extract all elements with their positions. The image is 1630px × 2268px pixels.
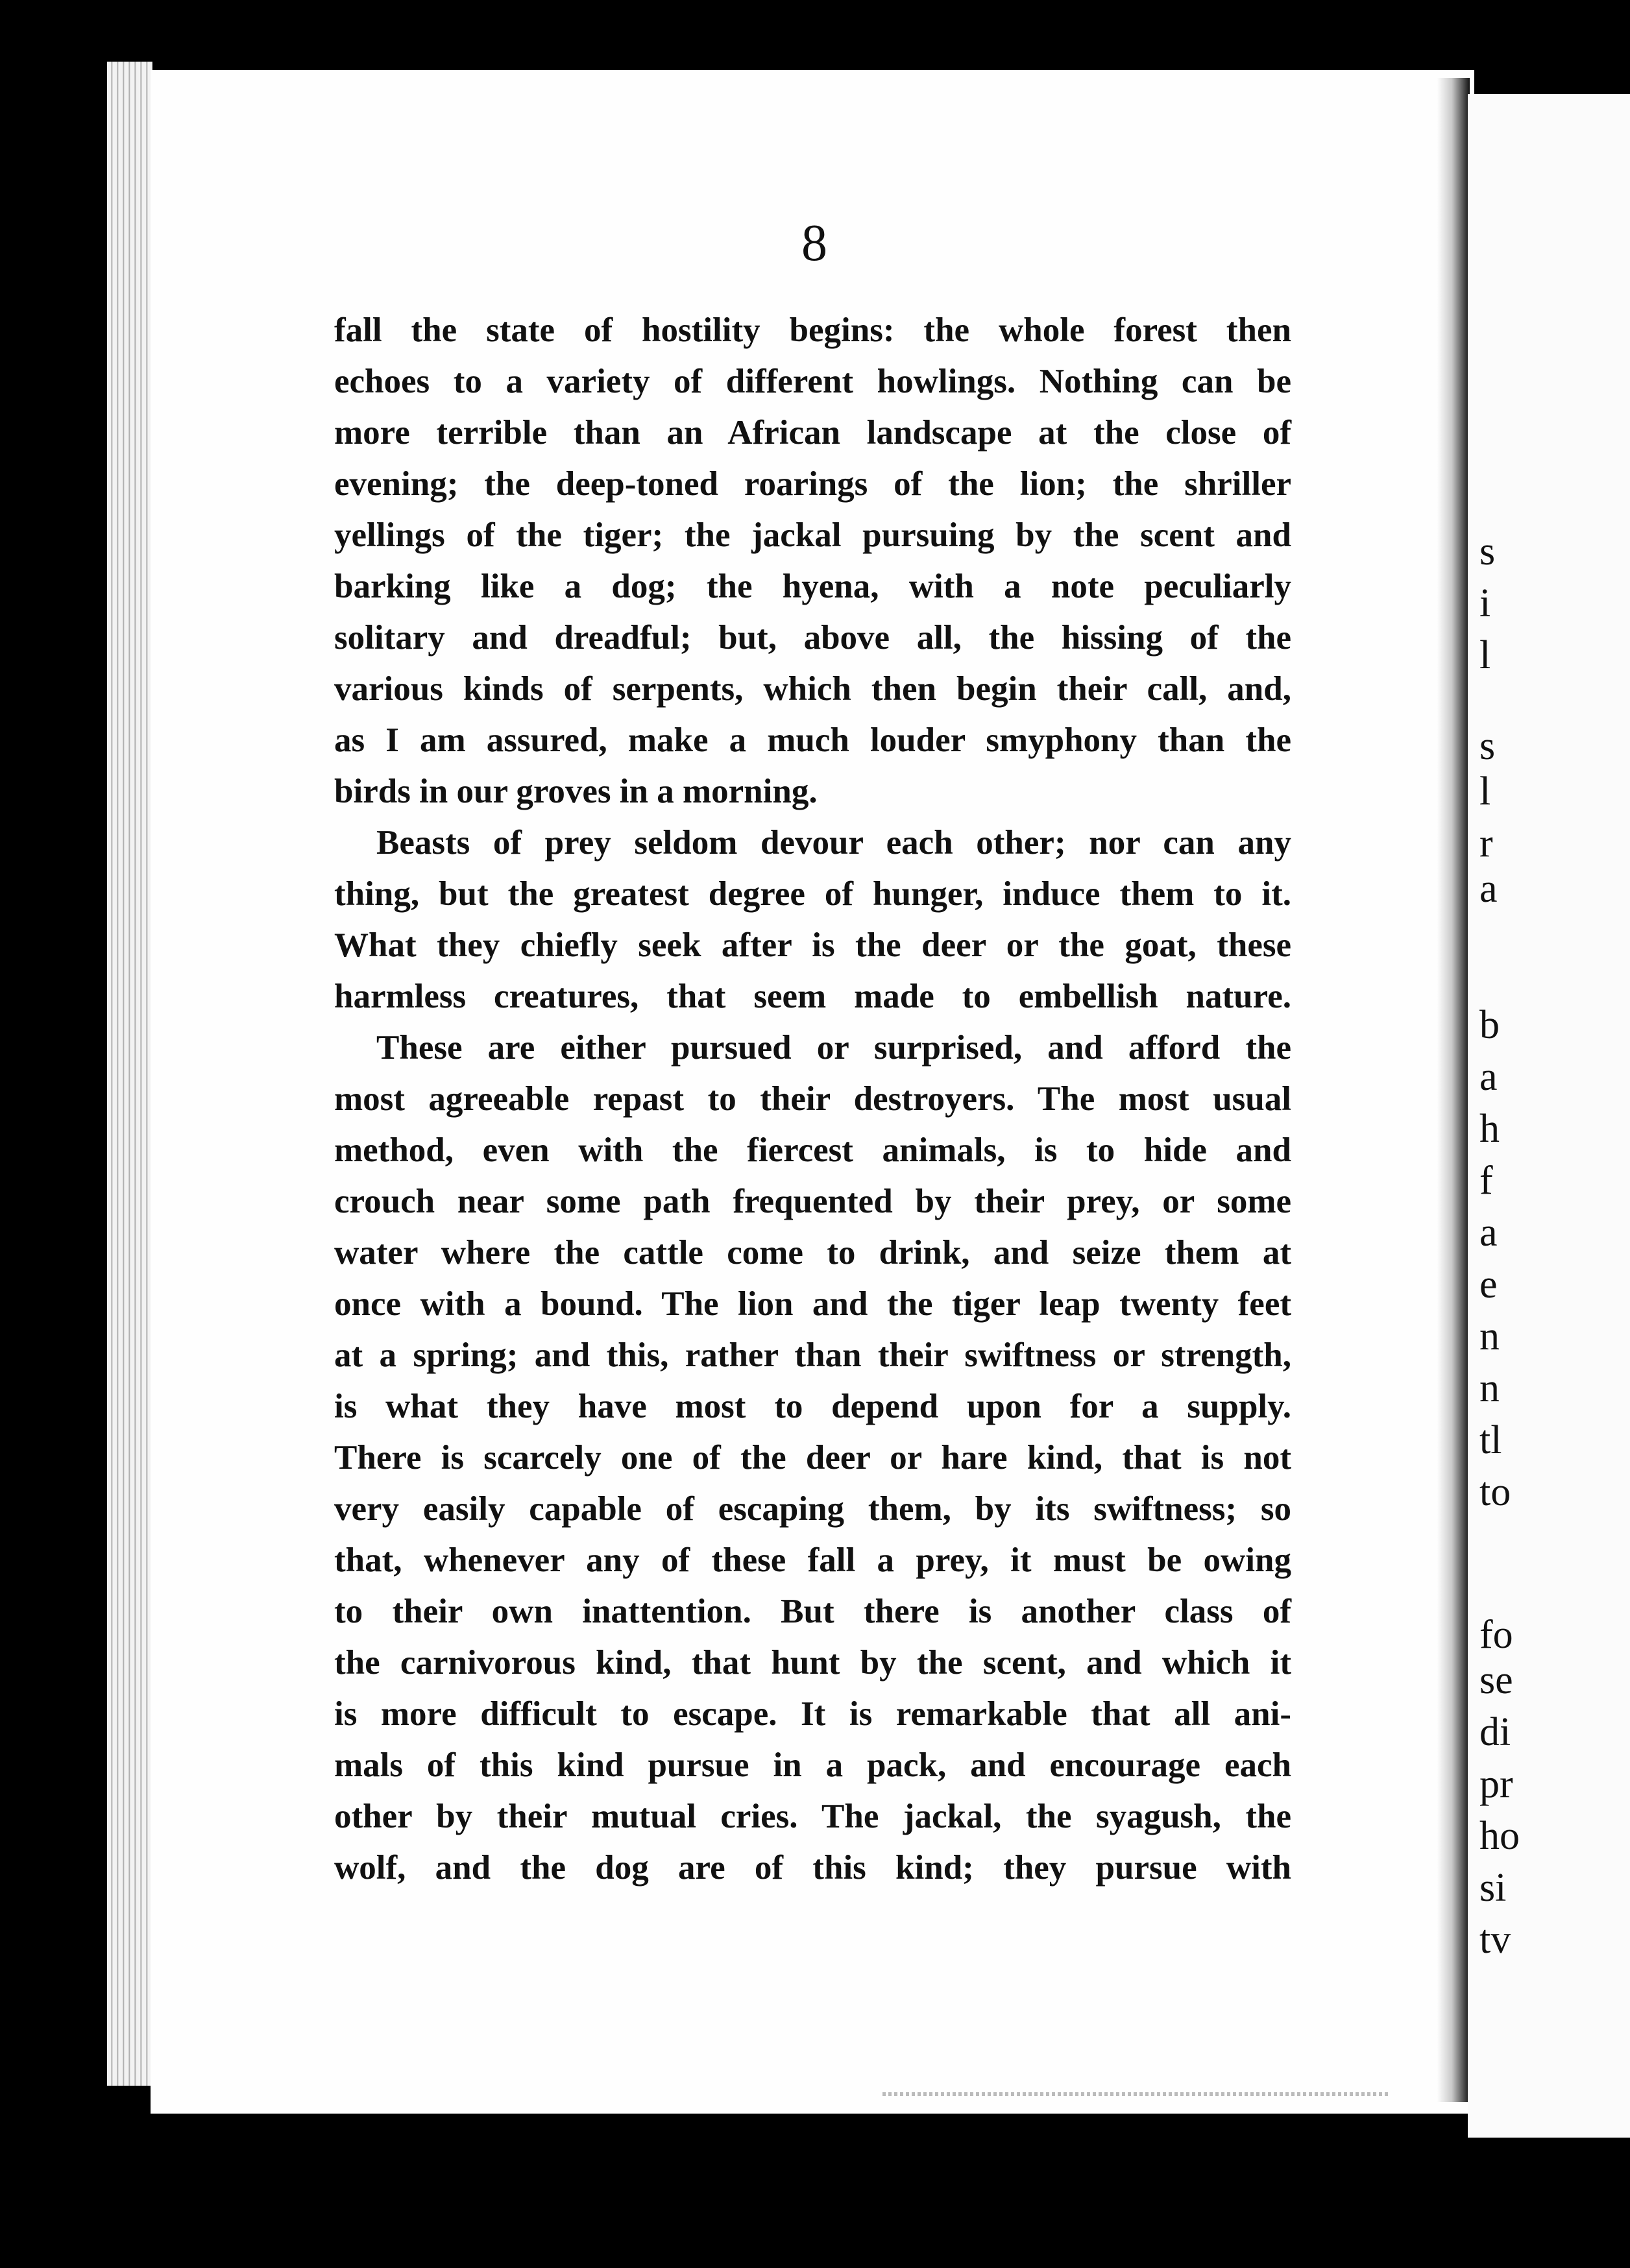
- page-edge-stack: [107, 62, 152, 2086]
- facing-fragment: n: [1479, 1366, 1500, 1410]
- facing-fragment: b: [1479, 1003, 1500, 1047]
- facing-fragment: tl: [1479, 1418, 1502, 1462]
- text-line: fall the state of hostility begins: the whole forest then: [334, 311, 1291, 349]
- facing-fragment: s: [1479, 724, 1496, 768]
- text-line: various kinds of serpents, which then begin their call, and,: [334, 670, 1291, 708]
- text-line: wolf, and the dog are of this kind; they pursue with: [334, 1849, 1291, 1887]
- facing-fragment: fo: [1479, 1613, 1513, 1657]
- text-line: solitary and dreadful; but, above all, the hissing of the: [334, 619, 1291, 657]
- text-line: crouch near some path frequented by their prey, or some: [334, 1183, 1291, 1220]
- facing-fragment: f: [1479, 1159, 1493, 1203]
- text-line: These are either pursued or surprised, and afford the: [376, 1029, 1291, 1067]
- text-line: is what they have most to depend upon for a supply.: [334, 1388, 1291, 1425]
- text-line: more terrible than an African landscape at the close of: [334, 414, 1291, 452]
- facing-fragment: tv: [1479, 1918, 1511, 1962]
- text-line: There is scarcely one of the deer or hare kind, that is not: [334, 1439, 1291, 1477]
- facing-fragment: se: [1479, 1658, 1513, 1702]
- facing-fragment: l: [1479, 769, 1491, 814]
- text-line: water where the cattle come to drink, and seize them at: [334, 1234, 1291, 1272]
- facing-fragment: to: [1479, 1470, 1511, 1514]
- text-line: harmless creatures, that seem made to embellish nature.: [334, 978, 1291, 1015]
- facing-fragment: pr: [1479, 1762, 1513, 1806]
- body-text: [334, 305, 1291, 1894]
- text-line: other by their mutual cries. The jackal, the syagush, the: [334, 1798, 1291, 1835]
- text-line: yellings of the tiger; the jackal pursuing by the scent and: [334, 516, 1291, 554]
- text-line: evening; the deep-toned roarings of the lion; the shriller: [334, 465, 1291, 503]
- facing-fragment: a: [1479, 1211, 1498, 1255]
- text-line: that, whenever any of these fall a prey, it must be owing: [334, 1541, 1291, 1579]
- text-line: birds in our groves in a morning.: [334, 773, 818, 810]
- text-line: echoes to a variety of different howlings. Nothing can be: [334, 363, 1291, 400]
- text-line: to their own inattention. But there is another class of: [334, 1593, 1291, 1630]
- text-line: barking like a dog; the hyena, with a note peculiarly: [334, 568, 1291, 605]
- text-line: Beasts of prey seldom devour each other; nor can any: [376, 824, 1291, 862]
- text-line: mals of this kind pursue in a pack, and encourage each: [334, 1746, 1291, 1784]
- text-line: at a spring; and this, rather than their swiftness or strength,: [334, 1336, 1291, 1374]
- text-line: thing, but the greatest degree of hunger, induce them to it.: [334, 875, 1291, 913]
- facing-fragment: l: [1479, 633, 1491, 677]
- text-line: What they chiefly seek after is the deer or the goat, these: [334, 926, 1291, 964]
- text-line: very easily capable of escaping them, by its swiftness; so: [334, 1490, 1291, 1528]
- facing-fragment: n: [1479, 1314, 1500, 1358]
- facing-fragment: a: [1479, 867, 1498, 911]
- facing-fragment: si: [1479, 1866, 1507, 1910]
- text-line: method, even with the fiercest animals, is to hide and: [334, 1131, 1291, 1169]
- text-line: the carnivorous kind, that hunt by the scent, and which it: [334, 1644, 1291, 1682]
- facing-fragment: h: [1479, 1107, 1500, 1151]
- facing-fragment: r: [1479, 821, 1493, 865]
- facing-fragment: e: [1479, 1262, 1498, 1307]
- facing-page: [1468, 94, 1630, 2138]
- facing-fragment: a: [1479, 1055, 1498, 1099]
- text-line: most agreeable repast to their destroyers. The most usual: [334, 1080, 1291, 1118]
- page-bottom-edge: [882, 2092, 1389, 2096]
- facing-fragment: s: [1479, 529, 1496, 573]
- text-line: as I am assured, make a much louder smyphony than the: [334, 721, 1291, 759]
- facing-fragment: ho: [1479, 1814, 1520, 1858]
- facing-fragment: di: [1479, 1710, 1511, 1754]
- page-number: 8: [801, 215, 827, 272]
- text-line: once with a bound. The lion and the tiger leap twenty feet: [334, 1285, 1291, 1323]
- text-line: is more difficult to escape. It is remarkable that all ani-: [334, 1695, 1291, 1733]
- book-gutter: [1437, 78, 1470, 2102]
- facing-fragment: i: [1479, 581, 1491, 625]
